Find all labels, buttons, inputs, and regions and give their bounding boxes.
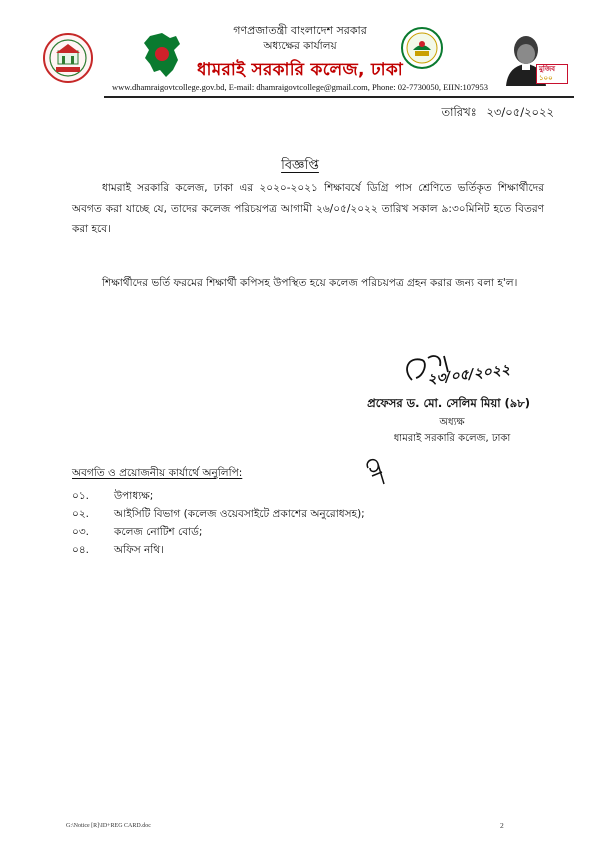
copy-item-text: উপাধ্যক্ষ; xyxy=(114,490,154,502)
college-title: ধামরাই সরকারি কলেজ, ঢাকা xyxy=(197,60,403,80)
handwritten-date: ২৩/০৫/২০২২ xyxy=(426,361,511,388)
handwritten-signature xyxy=(398,350,528,398)
copy-item-text: আইসিটি বিভাগ (কলেজ ওয়েবসাইটে প্রকাশের অনুরোধসহ); xyxy=(114,508,365,520)
date-label: তারিখঃ xyxy=(441,105,477,119)
signatory-name: প্রফেসর ড. মো. সেলিম মিয়া (৯৮) xyxy=(367,396,530,410)
signatory-designation: অধ্যক্ষ xyxy=(439,417,465,428)
copy-item-number: ০২. xyxy=(72,508,89,520)
initials-mark xyxy=(362,454,388,486)
header-divider xyxy=(104,96,574,98)
copy-item xyxy=(72,543,164,560)
notice-title-text: বিজ্ঞপ্তি xyxy=(281,158,319,173)
copy-item-text: কলেজ নোটিশ বোর্ড; xyxy=(114,526,203,538)
copy-item-number: ০১. xyxy=(72,490,89,502)
copies-heading: অবগতি ও প্রয়োজনীয় কার্যার্থে অনুলিপি: xyxy=(72,467,243,479)
copy-item-number: ০৪. xyxy=(72,544,89,556)
copy-item-number: ০৩. xyxy=(72,526,89,538)
date-value: ২৩/০৫/২০২২ xyxy=(486,105,554,119)
signatory-college: ধামরাই সরকারি কলেজ, ঢাকা xyxy=(393,433,511,444)
mujib-badge-number: ১০০ xyxy=(539,74,553,82)
notice-paragraph-2: শিক্ষার্থীদের ভর্তি ফরমের শিক্ষার্থী কপিসহ উপস্থিত হয়ে কলেজ পরিচয়পত্র গ্রহন করার জন্য বলা হ'ল। xyxy=(102,277,518,289)
footer-file-path: G:\Notice [R]\ID+REG CARD.doc xyxy=(66,823,151,829)
copy-item xyxy=(72,525,202,542)
mujib-badge-text: মুজিব xyxy=(539,65,556,73)
office-title: অধ্যক্ষের কার্যালয় xyxy=(263,40,337,52)
contact-info: www.dhamraigovtcollege.gov.bd, E-mail: dhamraigovtcollege@gmail.com, Phone: 02-7730050, EIIN:107953 xyxy=(112,82,488,92)
copy-item-text: অফিস নথি। xyxy=(114,544,164,556)
footer-page-number: 2 xyxy=(500,821,504,830)
date-row xyxy=(442,104,554,123)
copy-item xyxy=(72,489,153,506)
government-title: গণপ্রজাতন্ত্রী বাংলাদেশ সরকার xyxy=(233,24,367,37)
copy-item xyxy=(72,507,365,524)
initials-icon xyxy=(362,454,388,486)
notice-paragraph-1: ধামরাই সরকারি কলেজ, ঢাকা এর ২০২০-২০২১ শিক্ষাবর্ষে ডিগ্রি পাস শ্রেণিতে ভর্তিকৃত শিক্ষার্থীদের অবগত করা যাচ্ছে যে, তাদের কলেজ পরিচয়পত্র আগামী ২৬/০৫/২০২২ তারিখ সকাল ৯:৩০মিনিট হতে বিতরণ করা হবে। xyxy=(72,182,544,235)
notice-title xyxy=(0,156,600,177)
